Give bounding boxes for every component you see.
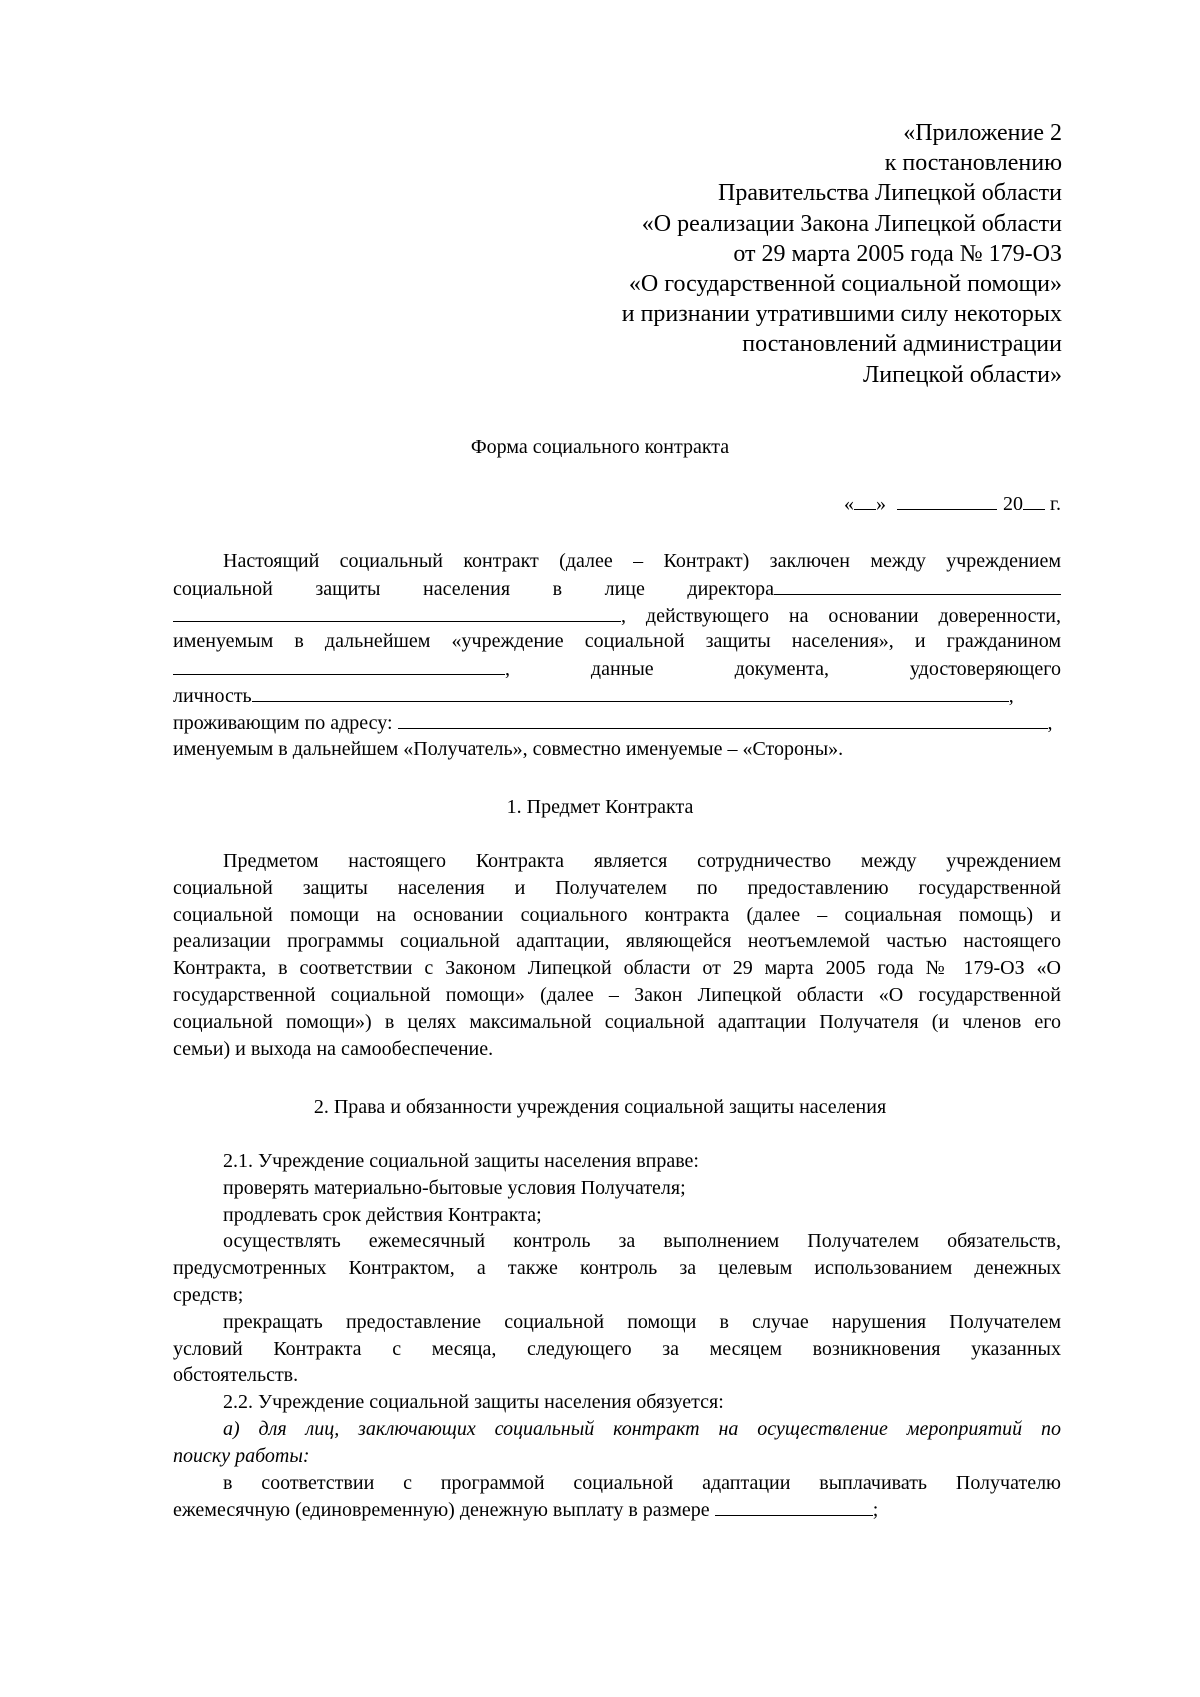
intro-text: личность — [173, 684, 252, 707]
payment-amount-blank — [715, 1496, 873, 1516]
id-document-blank — [252, 682, 1009, 702]
section-2-title: 2. Права и обязанности учреждения социальной защиты населения — [313, 1096, 887, 1118]
header-line: постановлений администрации — [742, 331, 1062, 358]
section-1-paragraph — [173, 848, 1061, 1062]
paragraph-line: продлевать срок действия Контракта; — [223, 1203, 542, 1226]
intro-line — [173, 575, 1061, 602]
header-line: Липецкой области» — [863, 361, 1062, 388]
header-line: «О реализации Закона Липецкой области — [641, 210, 1062, 237]
paragraph-line: прекращать предоставление социальной помощи в случае нарушения Получателем — [223, 1310, 1061, 1333]
intro-text: , действующего на основании доверенности, — [621, 604, 1061, 627]
date-open-quote: « — [844, 493, 855, 515]
header-line: «Приложение 2 — [903, 120, 1062, 146]
form-title: Форма социального контракта — [470, 436, 730, 458]
address-blank — [398, 709, 1048, 729]
intro-word: директора — [687, 577, 774, 600]
paragraph-line: осуществлять ежемесячный контроль за выполнением Получателем обязательств, — [223, 1230, 1061, 1253]
month-blank — [897, 490, 997, 510]
paragraph-line: социальной помощи») в целях максимальной социальной адаптации Получателя (и членов его — [173, 1010, 1061, 1033]
intro-line — [173, 655, 1061, 682]
paragraph-text: ; — [872, 1499, 879, 1522]
paragraph-line: реализации программы социальной адаптации, являющейся неотъемлемой частью настоящего — [173, 930, 1061, 953]
intro-line — [173, 709, 1061, 736]
header-line: к постановлению — [884, 150, 1062, 177]
header-line: и признании утратившими силу некоторых — [621, 301, 1062, 328]
intro-line — [173, 602, 1061, 629]
date-close-quote: » — [876, 493, 887, 515]
header-line: от 29 марта 2005 года № 179-ОЗ — [733, 240, 1062, 267]
day-blank — [854, 490, 876, 510]
paragraph-line: государственной социальной помощи» (далее – Закон Липецкой области «О государственной — [173, 983, 1061, 1006]
section-1-title: 1. Предмет Контракта — [506, 796, 694, 818]
paragraph-text: ежемесячную (единовременную) денежную выплату в размере — [173, 1499, 715, 1522]
intro-word: в — [552, 577, 563, 600]
intro-word: документа, — [734, 658, 830, 681]
appendix-header — [622, 118, 1062, 390]
intro-text: , — [1008, 684, 1014, 707]
paragraph-line: социальной защиты населения и Получателем по предоставлению государственной — [173, 876, 1061, 899]
intro-line: Настоящий социальный контракт (далее – Контракт) заключен между учреждением — [223, 550, 1061, 572]
paragraph-line — [173, 1496, 1061, 1523]
paragraph-line: 2.2. Учреждение социальной защиты населения обязуется: — [223, 1391, 724, 1414]
intro-text: , — [1047, 711, 1053, 734]
intro-word: , — [505, 658, 510, 681]
year-blank — [1023, 490, 1045, 510]
paragraph-line: социальной помощи на основании социального контракта (далее – социальная помощь) и — [173, 903, 1061, 926]
intro-line — [173, 682, 1061, 709]
intro-word: защиты — [315, 577, 381, 600]
paragraph-line: а) для лиц, заключающих социальный контракт на осуществление мероприятий по — [223, 1417, 1061, 1440]
intro-text: проживающим по адресу: — [173, 711, 398, 734]
intro-paragraph — [173, 548, 1061, 762]
paragraph-line: семьи) и выхода на самообеспечение. — [173, 1037, 494, 1060]
year-prefix: 20 — [1003, 493, 1024, 515]
paragraph-line: в соответствии с программой социальной адаптации выплачивать Получателю — [223, 1471, 1061, 1494]
intro-word: данные — [590, 658, 654, 681]
paragraph-line: Контракта, в соответствии с Законом Липецкой области от 29 марта 2005 года № 179-ОЗ «О — [173, 957, 1061, 980]
paragraph-line: Предметом настоящего Контракта является сотрудничество между учреждением — [223, 850, 1061, 872]
director-blank — [774, 575, 1061, 595]
date-line — [844, 490, 1061, 516]
citizen-name-blank — [173, 655, 505, 675]
intro-line: именуемым в дальнейшем «учреждение социальной защиты населения», и гражданином — [173, 630, 1061, 653]
intro-word: социальной — [173, 577, 273, 600]
intro-line: именуемым в дальнейшем «Получатель», совместно именуемые – «Стороны». — [173, 737, 844, 760]
paragraph-line: 2.1. Учреждение социальной защиты населения вправе: — [223, 1150, 699, 1172]
intro-word: лице — [604, 577, 645, 600]
paragraph-line: предусмотренных Контрактом, а также контроль за целевым использованием денежных — [173, 1257, 1061, 1280]
section-2-body — [173, 1148, 1061, 1523]
paragraph-line: поиску работы: — [173, 1444, 310, 1467]
paragraph-line: условий Контракта с месяца, следующего за месяцем возникновения указанных — [173, 1337, 1061, 1360]
intro-word: удостоверяющего — [909, 658, 1061, 681]
paragraph-line: проверять материально-бытовые условия Получателя; — [223, 1176, 686, 1199]
intro-word: населения — [423, 577, 511, 600]
year-suffix: г. — [1045, 493, 1061, 515]
header-line: Правительства Липецкой области — [717, 180, 1062, 207]
header-line: «О государственной социальной помощи» — [628, 271, 1062, 298]
paragraph-line: средств; — [173, 1283, 244, 1306]
paragraph-line: обстоятельств. — [173, 1364, 299, 1387]
director-name-blank — [173, 602, 621, 622]
